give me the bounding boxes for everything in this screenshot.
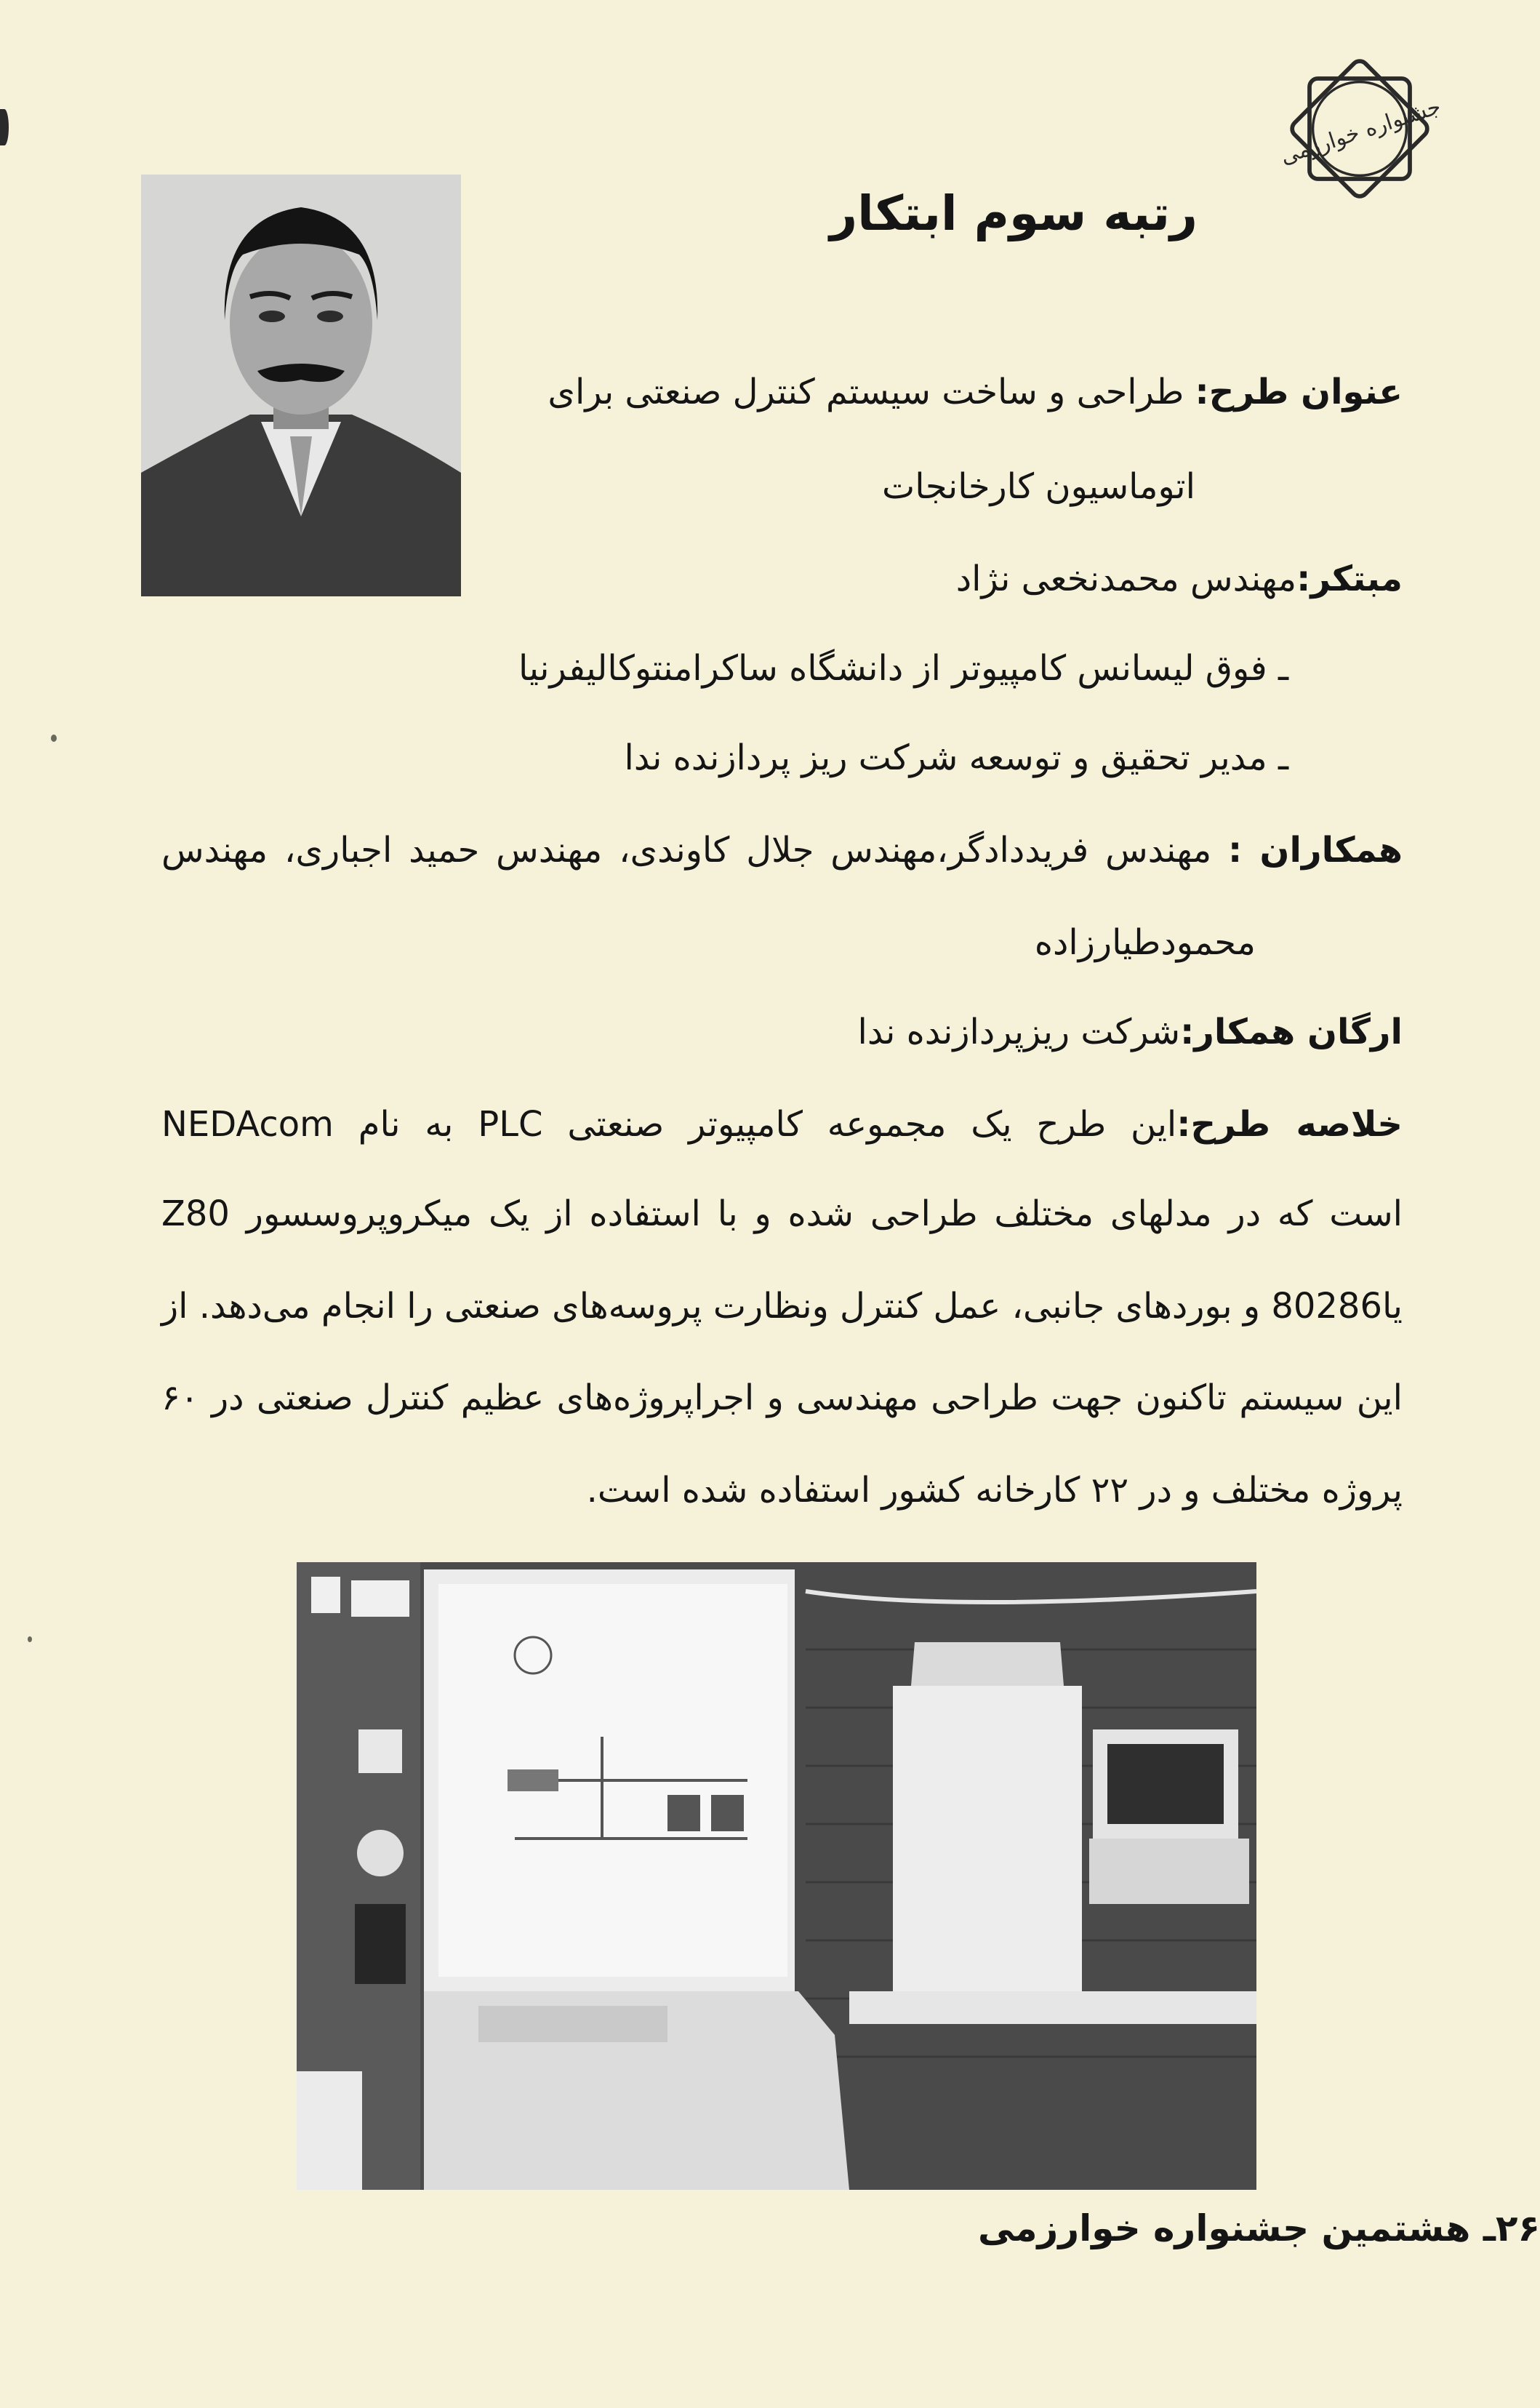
innovator-line: [955, 559, 1403, 599]
innovator-name: مهندس محمدنخعی نژاد: [955, 559, 1297, 599]
summary-text-1: این طرح یک مجموعه کامپیوتر صنعتی PLC به نام NEDAcom: [161, 1104, 1177, 1145]
page-footer: ۲۶ـ هشتمین جشنواره خوارزمی: [978, 2207, 1540, 2249]
innovator-portrait: [141, 175, 461, 596]
project-title-continuation: اتوماسیون کارخانجات: [882, 466, 1195, 507]
innovator-position: ـ مدیر تحقیق و توسعه شرکت ریز پردازنده ندا: [624, 737, 1288, 778]
summary-line-1: [161, 1104, 1403, 1145]
summary-line-2: است که در مدلهای مختلف طراحی شده و با استفاده از یک میکروپروسسور Z80: [161, 1193, 1403, 1234]
organization-value: شرکت ریزپردازنده ندا: [857, 1012, 1181, 1052]
summary-line-4: این سیستم تاکنون جهت طراحی مهندسی و اجراپروژه‌های عظیم کنترل صنعتی در ۶۰: [161, 1377, 1403, 1418]
paper-speck: [28, 1636, 32, 1642]
innovator-degree: ـ فوق لیسانس کامپیوتر از دانشگاه ساکرامنتوکالیفرنیا: [518, 648, 1288, 689]
logo-text: جشنواره خوارزمی: [1277, 93, 1444, 170]
festival-seal-icon: [1276, 45, 1443, 212]
project-title-value: طراحی و ساخت سیستم کنترل صنعتی برای: [548, 372, 1195, 412]
summary-line-5: پروژه مختلف و در ۲۲ کارخانه کشور استفاده شده است.: [586, 1470, 1403, 1511]
paper-speck: [51, 735, 57, 742]
project-title-line: [548, 372, 1403, 412]
page-heading: رتبه سوم ابتکار: [830, 185, 1198, 241]
control-room-photo: [297, 1562, 1256, 2190]
colleagues-label: همکاران :: [1228, 830, 1403, 871]
organization-label: ارگان همکار:: [1180, 1012, 1403, 1052]
colleagues-continuation: محمودطیارزاده: [1034, 922, 1256, 963]
colleagues-line: [161, 830, 1403, 871]
page-edge-mark: [0, 109, 9, 145]
colleagues-names: مهندس فریددادگر،مهندس جلال کاوندی، مهندس حمید اجباری، مهندس: [161, 830, 1229, 871]
organization-line: [857, 1012, 1403, 1052]
project-title-label: عنوان طرح:: [1195, 372, 1403, 412]
innovator-label: مبتکر:: [1296, 559, 1403, 599]
summary-line-3: یا80286 و بوردهای جانبی، عمل کنترل ونظارت پروسه‌های صنعتی را انجام می‌دهد. از: [161, 1286, 1403, 1327]
summary-label: خلاصه طرح:: [1176, 1104, 1403, 1145]
